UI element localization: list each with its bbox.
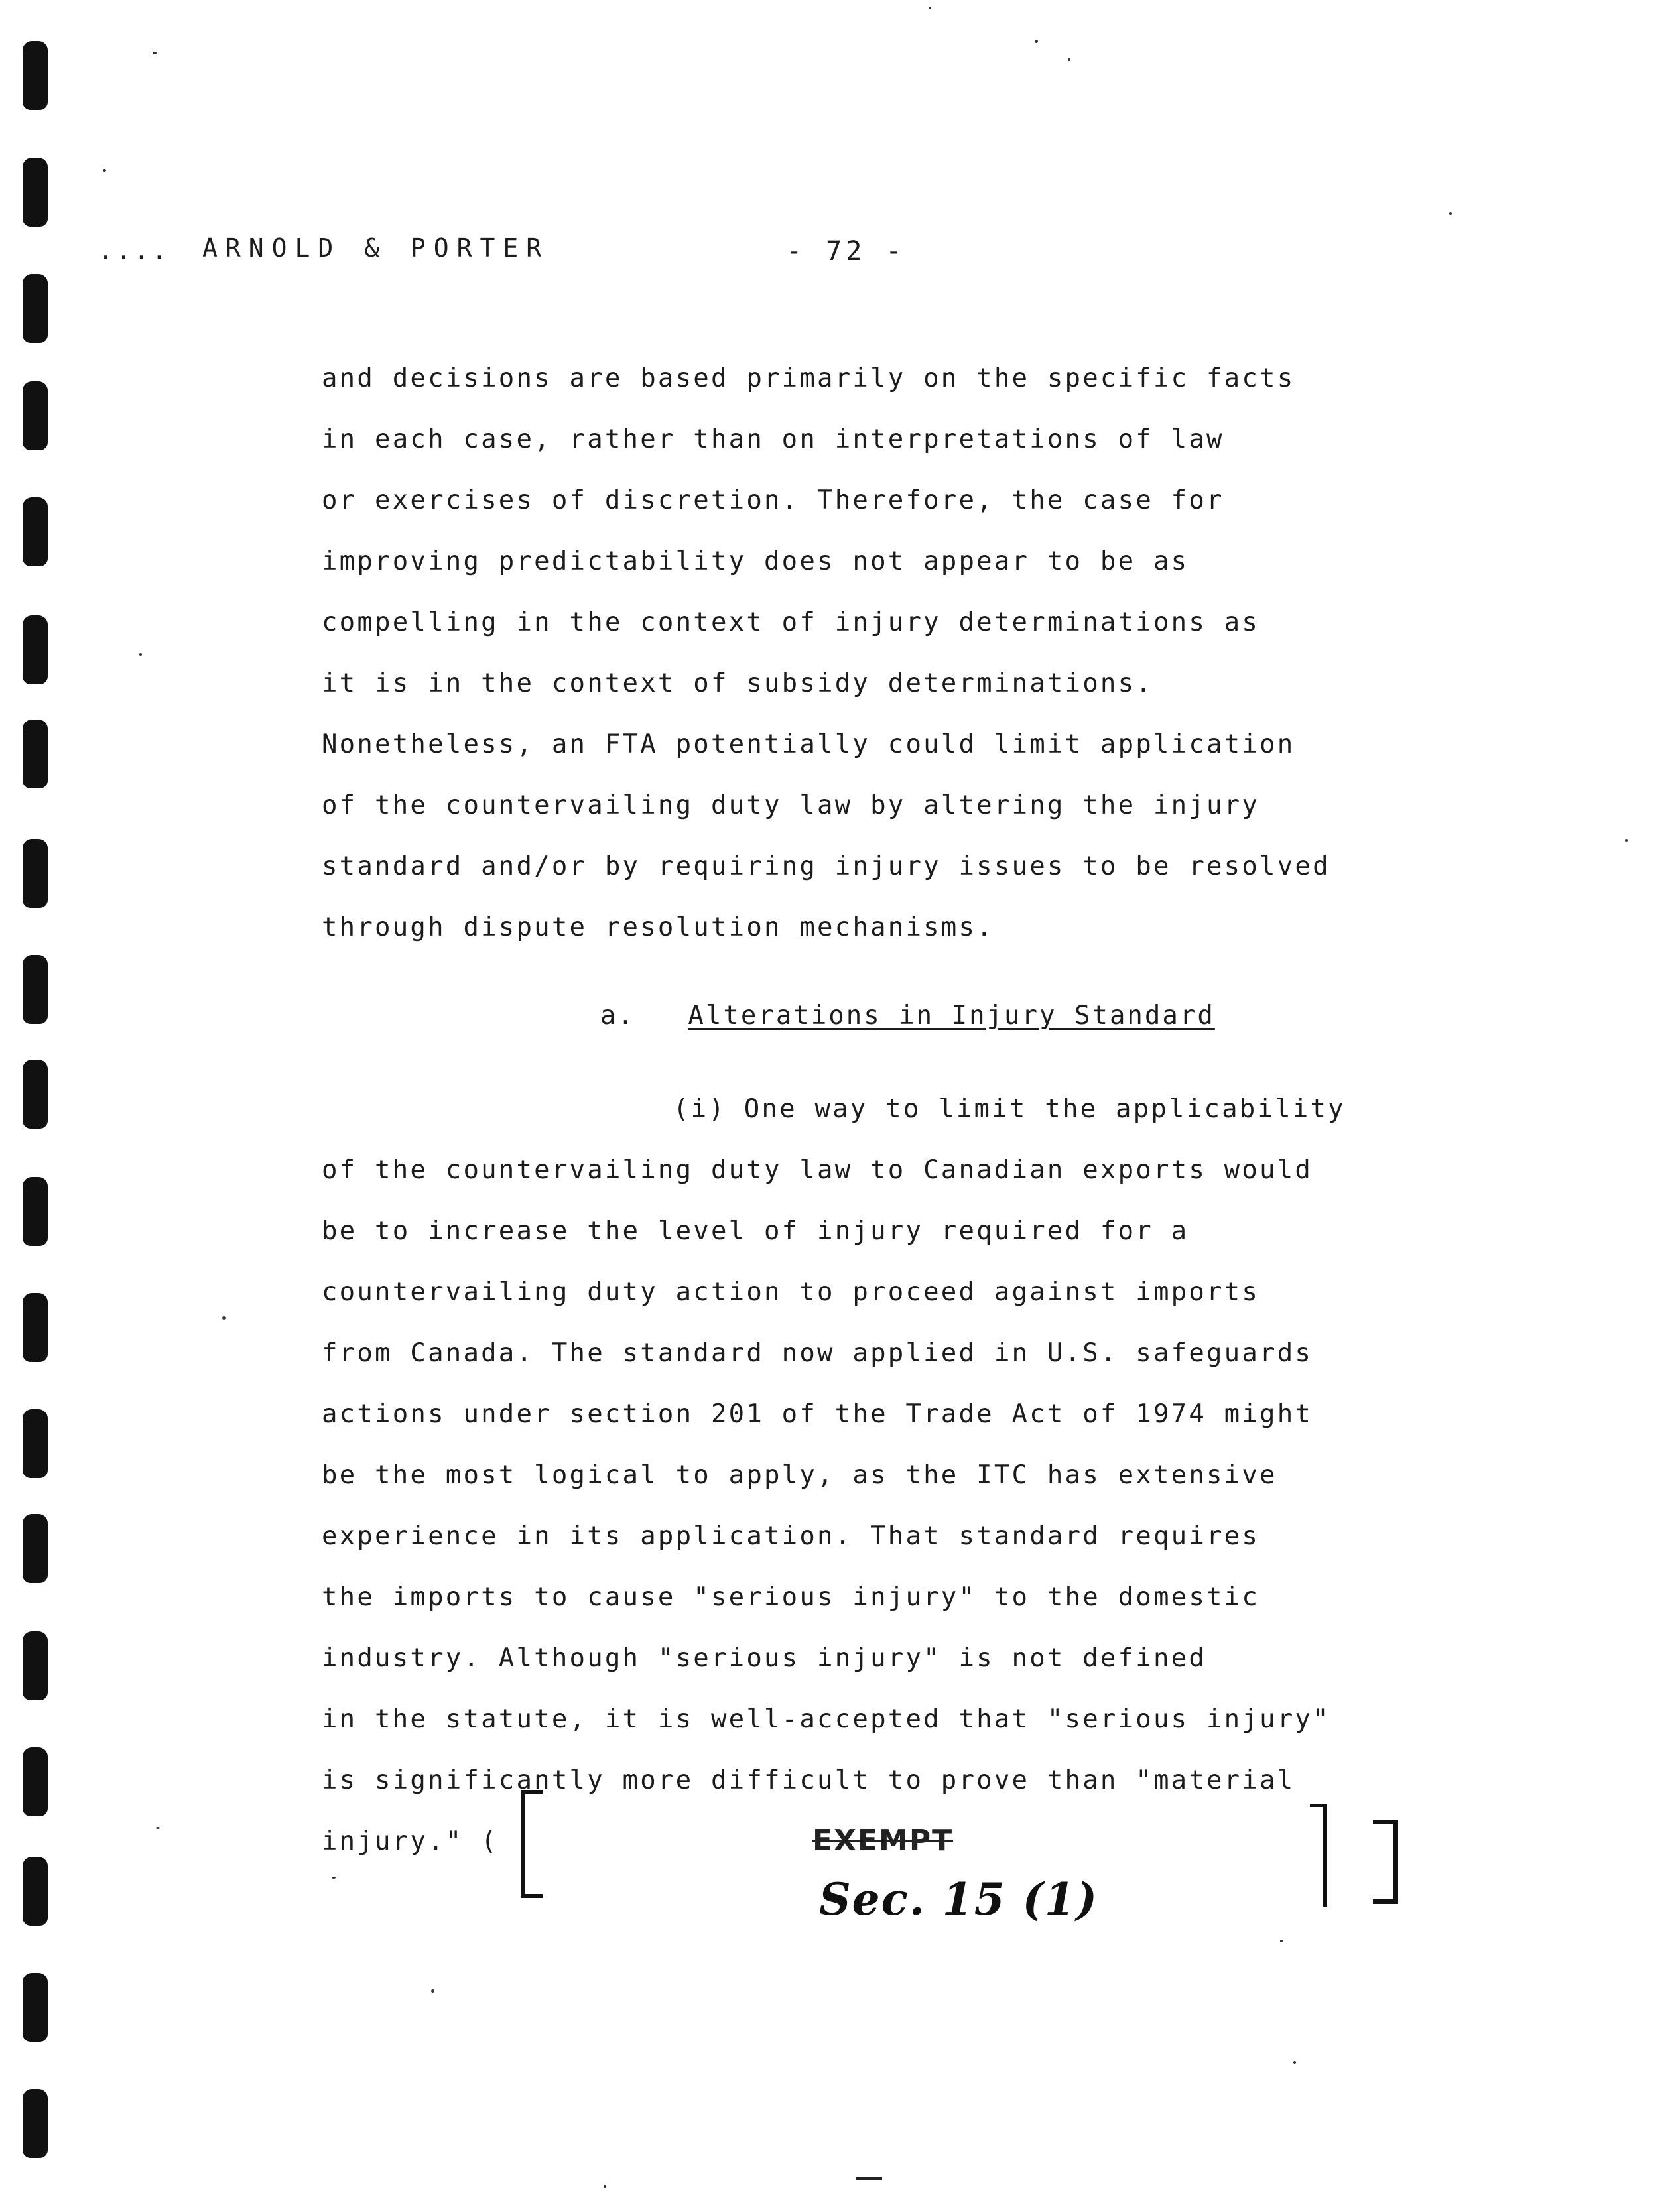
binder-hole-10 [23,1060,48,1129]
scan-speck [1280,1940,1283,1942]
paragraph-line: injury." ( [322,1826,499,1856]
paragraph-line: countervailing duty action to proceed against imports [322,1277,1260,1307]
paragraph-line: from Canada. The standard now applied in U.S. safeguards [322,1338,1313,1368]
scan-speck [604,2185,606,2188]
paragraph-line: be the most logical to apply, as the ITC has extensive [322,1460,1277,1490]
body-line: Nonetheless, an FTA potentially could limit application [322,729,1295,759]
section-heading [600,1001,1215,1031]
firm-name: ARNOLD & PORTER [202,233,550,263]
redaction-bracket-inner-right [1310,1804,1327,1907]
redaction-bracket-left [521,1790,543,1898]
body-line: in each case, rather than on interpretations of law [322,424,1224,454]
body-line: improving predictability does not appear to be as [322,546,1189,576]
binder-hole-7 [23,720,48,788]
binder-hole-2 [23,158,48,227]
scan-speck [929,7,931,9]
scan-speck [1293,2061,1296,2064]
header-leader: .... [98,236,170,265]
scan-speck [431,1989,434,1993]
scan-speck [332,1877,336,1879]
binder-hole-18 [23,1973,48,2042]
binder-hole-13 [23,1409,48,1478]
body-line: or exercises of discretion. Therefore, the case for [322,485,1224,515]
binder-hole-9 [23,955,48,1024]
body-line: through dispute resolution mechanisms. [322,912,994,942]
scan-speck [153,52,157,54]
binder-hole-16 [23,1747,48,1816]
paragraph-line: is significantly more difficult to prove than "material [322,1765,1295,1795]
paragraph-line: of the countervailing duty law to Canadian exports would [322,1155,1313,1185]
scan-speck [156,1827,160,1829]
paragraph-line: actions under section 201 of the Trade Act of 1974 might [322,1399,1313,1429]
scan-speck [1625,839,1628,842]
exemption-stamp: EXEMPT [812,1824,954,1857]
binder-hole-5 [23,497,48,566]
paragraph-line: (i) One way to limit the applicability [673,1094,1346,1124]
scan-speck [1068,58,1070,61]
scan-speck [103,169,106,172]
redaction-bracket-right [1373,1820,1398,1904]
binder-hole-4 [23,381,48,450]
paragraph-line: be to increase the level of injury required for a [322,1216,1189,1246]
binder-hole-3 [23,274,48,343]
scan-speck [1449,212,1452,215]
binder-hole-17 [23,1857,48,1926]
paragraph-line: industry. Although "serious injury" is not defined [322,1643,1206,1673]
body-line: it is in the context of subsidy determinations. [322,668,1153,698]
paragraph-line: the imports to cause "serious injury" to the domestic [322,1582,1260,1612]
body-line: of the countervailing duty law by altering the injury [322,790,1260,820]
handwritten-exemption-note: Sec. 15 (1) [819,1873,1098,1925]
binder-hole-8 [23,839,48,908]
binder-hole-12 [23,1293,48,1362]
body-line: and decisions are based primarily on the specific facts [322,363,1295,393]
section-marker: a. [600,1001,635,1031]
binder-hole-6 [23,615,48,684]
body-line: standard and/or by requiring injury issues to be resolved [322,851,1330,881]
binder-hole-14 [23,1514,48,1583]
scan-speck [222,1316,226,1320]
scan-speck [1035,40,1038,43]
scan-speck [139,653,142,656]
binder-hole-1 [23,41,48,110]
binder-hole-15 [23,1631,48,1700]
section-title: Alterations in Injury Standard [688,1001,1215,1031]
body-line: compelling in the context of injury determinations as [322,607,1260,637]
binder-hole-19 [23,2089,48,2158]
footer-dash [856,2177,882,2180]
page-number: - 72 - [786,236,906,267]
paragraph-line: experience in its application. That standard requires [322,1521,1260,1551]
paragraph-line: in the statute, it is well-accepted that "serious injury" [322,1704,1330,1734]
binder-hole-11 [23,1177,48,1246]
